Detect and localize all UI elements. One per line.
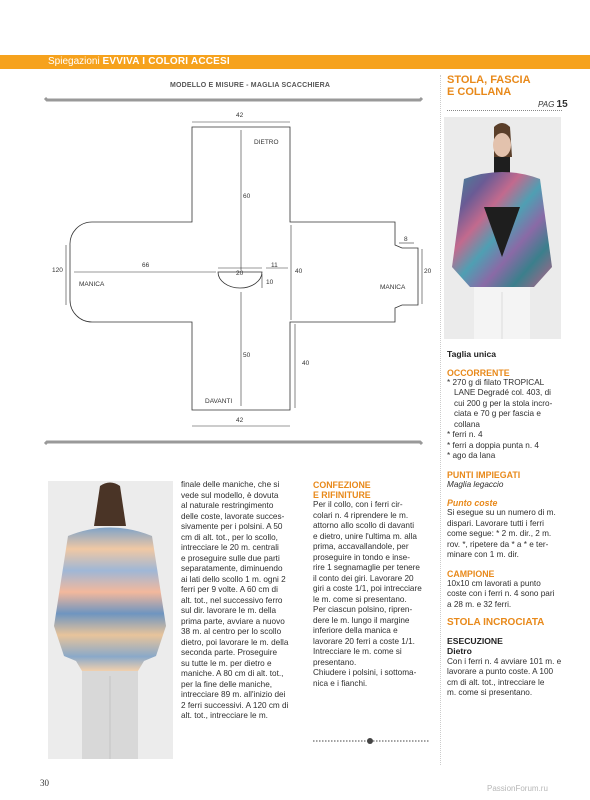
col1-line: cm di alt. tot., per lo scollo, [181, 532, 278, 542]
occorrente-item: ciata e 70 g per fascia e [454, 409, 541, 418]
dietro-line: m. come si presentano. [447, 688, 533, 697]
col2-line: presentano. [313, 657, 357, 667]
sidebar-divider [447, 110, 562, 111]
col1-line: vede sul modello, è dovuta [181, 490, 279, 500]
col2-line: dere le m. lungo il margine [313, 615, 410, 625]
label-total-height: 120 [52, 267, 63, 274]
col2-line: colari n. 4 riprendere le m. [313, 510, 409, 520]
punto-coste-line: minare con 1 m. dir. [447, 550, 519, 559]
dietro-line: Con i ferri n. 4 avviare 101 m. e [447, 656, 562, 666]
punti-text: Maglia legaccio [447, 479, 504, 489]
label-neck-width: 20 [236, 270, 244, 277]
col1-line: maniche. A 80 cm di alt. tot., [181, 669, 284, 678]
col2-line: e dietro, unire l'ultima m. alla [313, 531, 417, 541]
label-eight: 8 [404, 236, 408, 243]
pag-number: 15 [556, 99, 568, 110]
col2-line: attorno allo scollo di davanti [313, 521, 415, 530]
label-front-lower: 40 [302, 360, 310, 367]
instructions-column-2 [313, 480, 438, 689]
label-bottom-width: 42 [236, 417, 244, 424]
occorrente-item: * 270 g di filato TROPICAL [447, 377, 545, 387]
col2-line: inferiore della manica e [313, 626, 398, 635]
col2-line: nica e i fianchi. [313, 678, 368, 688]
bracket-top [45, 98, 422, 100]
header-title: EVVIVA I COLORI ACCESI [102, 56, 230, 67]
col1-line: alt. tot., nel successivo ferro [181, 595, 283, 605]
campione-line: coste con i ferri n. 4 sono pari [447, 589, 555, 598]
punto-coste-line: Si esegue su un numero di m. [447, 508, 556, 517]
stola-heading: STOLA INCROCIATA [447, 617, 545, 628]
col1-line: prima parte, avviare a nuovo [181, 616, 285, 626]
rifiniture-heading: E RIFINITURE [313, 490, 371, 500]
sidebar-title-line1: STOLA, FASCIA [447, 74, 531, 86]
col1-line: alt. tot., intrecciare le m. [181, 711, 268, 720]
header-section: Spiegazioni [48, 56, 100, 67]
column-divider [440, 75, 441, 765]
col2-line: Chiudere i polsini, i sottoma- [313, 668, 417, 677]
sidebar-title-line2: E COLLANA [447, 86, 512, 98]
col1-line: sul dir. lavorare le m. della [181, 606, 277, 615]
col1-line: delle coste, lavorate succes- [181, 511, 285, 521]
label-top-width: 42 [236, 112, 244, 119]
watermark: PassionForum.ru [487, 784, 548, 793]
col2-line: Intrecciare le m. come si [313, 647, 402, 656]
col1-line: per la fine delle maniche, [181, 679, 273, 689]
col2-line: prima, accavallandole, per [313, 542, 409, 551]
model-photo-stola [444, 117, 561, 339]
label-front-height: 50 [243, 352, 251, 359]
col2-line: il conto dei giri. Lavorare 20 [313, 573, 414, 583]
label-manica-right: MANICA [380, 284, 406, 291]
page-reference [538, 99, 568, 110]
occorrente-item: * ferri n. 4 [447, 430, 483, 439]
col1-line: separatamente, diminuendo [181, 564, 283, 573]
label-sleeve-width: 40 [295, 268, 303, 275]
pag-label: PAG [538, 100, 555, 109]
col2-line: Per il collo, con i ferri cir- [313, 500, 403, 509]
esecuzione-heading: ESECUZIONE [447, 635, 503, 646]
occorrente-heading: OCCORRENTE [447, 367, 510, 378]
col2-line: le m. come si presentano. [313, 594, 407, 604]
punto-coste-line: rov. *, ripetere da * a * e ter- [447, 539, 549, 549]
campione-line: 10x10 cm lavorati a punto [447, 578, 541, 588]
campione-line: a 28 m. e 32 ferri. [447, 599, 512, 609]
model-photo-back [48, 481, 173, 759]
col2-line: giri a coste 1/1, poi intrecciare [313, 584, 422, 593]
punto-coste-line: come segue: * 2 m. dir., 2 m. [447, 529, 552, 538]
bracket-bottom [45, 442, 422, 444]
sidebar-body [447, 349, 567, 699]
dietro-line: cm di alt. tot., intrecciare le [447, 677, 545, 687]
dietro-line: lavorare a punto coste. A 100 [447, 667, 554, 676]
confezione-heading: CONFEZIONE [313, 480, 371, 490]
col1-line: 2 ferri successivi. A 120 cm di [181, 700, 289, 710]
sidebar-title [447, 74, 531, 98]
col2-line: Per ciascun polsino, ripren- [313, 605, 413, 614]
col1-line: intrecciare 89 m. all'inizio dei [181, 690, 286, 699]
occorrente-item: LANE Degradé col. 403, di [454, 388, 551, 397]
label-neck-depth: 10 [266, 279, 274, 286]
col1-line: ferri per 9 volte. A 60 cm di [181, 585, 278, 594]
punti-heading: PUNTI IMPIEGATI [447, 469, 521, 480]
col2-line: rire 1 segnamaglie per tenere [313, 563, 420, 572]
dietro-heading: Dietro [447, 646, 472, 656]
col1-line: dietro, poi lavorare le m. della [181, 637, 289, 647]
col1-line: ai lati dello scollo 1 m. ogni 2 [181, 574, 286, 584]
label-back-height: 60 [243, 193, 251, 200]
punto-coste-heading: Punto coste [447, 498, 498, 508]
occorrente-item: cui 200 g per la stola incro- [454, 398, 553, 408]
label-dietro: DIETRO [254, 139, 279, 146]
col1-line: al naturale restringimento [181, 501, 274, 510]
label-manica-left: MANICA [79, 281, 105, 288]
instructions-column-1 [181, 480, 305, 722]
col1-line: 38 m. al centro per lo scollo [181, 627, 282, 636]
label-eleven: 11 [271, 262, 278, 269]
col1-line: intrecciare le 20 m. centrali [181, 543, 279, 552]
col2-line: lavorare 20 ferri a coste 1/1. [313, 636, 415, 646]
col2-line: proseguire in tondo e inse- [313, 552, 410, 562]
end-ornament [313, 736, 433, 746]
col1-line: e proseguire sulle due parti [181, 553, 280, 563]
col1-line: sivamente per i polsini. A 50 [181, 522, 283, 531]
label-sleeve-length: 66 [142, 262, 150, 269]
taglia-text: Taglia unica [447, 349, 497, 359]
label-davanti: DAVANTI [205, 398, 233, 405]
label-cuff-width: 20 [424, 268, 432, 275]
punto-coste-line: dispari. Lavorare tutti i ferri [447, 518, 544, 528]
col1-line: seconda parte. Proseguire [181, 648, 278, 657]
page-number: 30 [40, 778, 49, 788]
occorrente-item: * ferri a doppia punta n. 4 [447, 440, 539, 450]
header-text [48, 55, 230, 69]
occorrente-item: collana [454, 419, 480, 429]
col1-line: finale delle maniche, che si [181, 480, 280, 489]
col1-line: su tutte le m. per dietro e [181, 658, 272, 668]
campione-heading: CAMPIONE [447, 568, 495, 579]
diagram-title: MODELLO E MISURE - MAGLIA SCACCHIERA [170, 82, 331, 89]
occorrente-item: * ago da lana [447, 451, 496, 460]
garment-outline [70, 127, 418, 410]
